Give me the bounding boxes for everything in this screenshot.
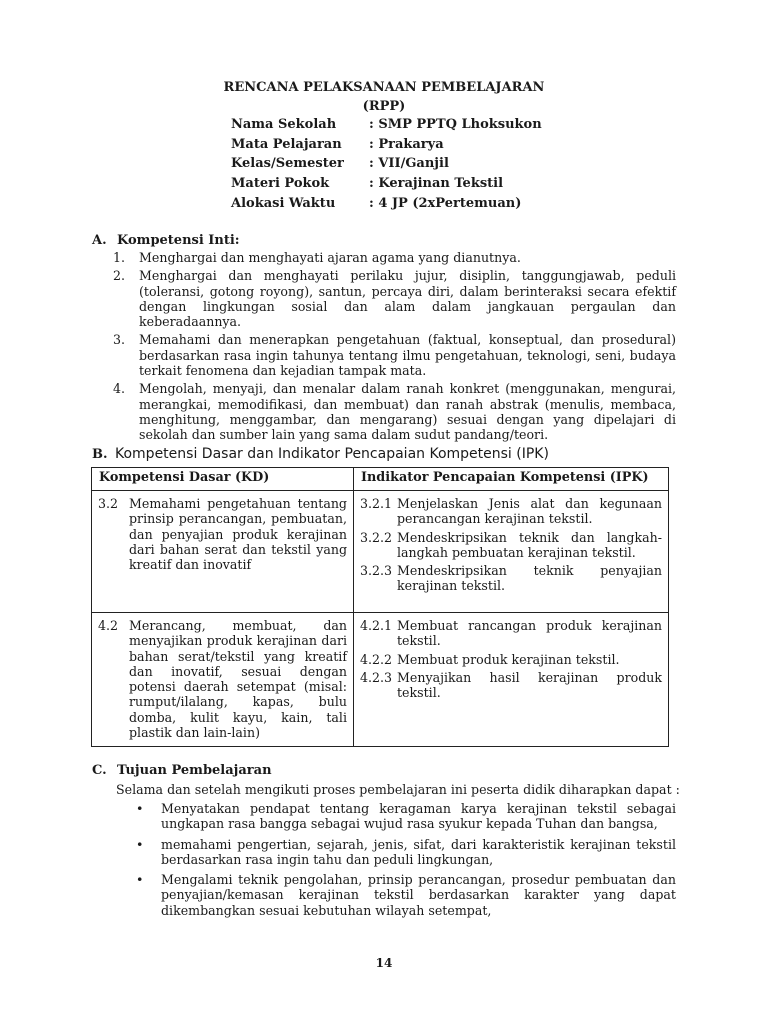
kd-cell <box>92 491 354 613</box>
document-meta <box>231 117 542 215</box>
meta-row-subject <box>231 137 542 157</box>
section-c-heading <box>92 763 272 778</box>
meta-value: : VII/Ganjil <box>369 156 449 172</box>
kompetensi-inti-list <box>113 250 676 446</box>
meta-label: Nama Sekolah <box>231 117 337 132</box>
ipk-text: Membuat produk kerajinan tekstil. <box>397 651 620 667</box>
list-item <box>136 801 676 832</box>
section-a-heading <box>92 233 240 248</box>
meta-value: : 4 JP (2xPertemuan) <box>369 195 522 211</box>
section-letter: A. <box>92 233 107 248</box>
kd-entry <box>98 496 347 572</box>
ipk-code: 4.2.3 <box>360 669 393 685</box>
list-item <box>113 250 676 265</box>
list-number: 1. <box>113 250 126 265</box>
ipk-text: Menjelaskan Jenis alat dan kegunaan perancangan kerajinan tekstil. <box>397 496 662 527</box>
meta-row-topic <box>231 176 542 196</box>
meta-label: Kelas/Semester <box>231 156 344 172</box>
section-letter: B. <box>92 447 108 462</box>
list-item <box>136 837 676 868</box>
section-b-heading <box>92 446 549 462</box>
list-item <box>113 381 676 442</box>
section-title: Kompetensi Dasar dan Indikator Pencapaian Kompetensi (IPK) <box>115 446 549 462</box>
meta-label: Mata Pelajaran <box>231 136 342 152</box>
tujuan-list <box>136 801 676 923</box>
page-number: 14 <box>375 956 393 970</box>
kd-text: Memahami pengetahuan tentang prinsip perancangan, pembuatan, dan penyajian produk kerajinan dari bahan serat dan tekstil yang kreatif dan inovatif <box>129 496 347 573</box>
ipk-text: Mendeskripsikan teknik dan langkah-langkah pembuatan kerajinan tekstil. <box>397 529 662 560</box>
bullet-icon: • <box>136 801 144 816</box>
list-text: Memahami dan menerapkan pengetahuan (faktual, konseptual, dan prosedural) berdasarkan rasa ingin tahunya tentang ilmu pengetahuan, teknologi, seni, budaya terkait fenomena dan kejadian tampak mata. <box>139 332 676 379</box>
ipk-text: Membuat rancangan produk kerajinan tekstil. <box>397 618 662 649</box>
list-number: 3. <box>113 332 126 348</box>
meta-label: Alokasi Waktu <box>231 195 336 211</box>
bullet-icon: • <box>136 872 144 888</box>
list-text: Menyatakan pendapat tentang keragaman karya kerajinan tekstil sebagai ungkapan rasa bangga sebagai wujud rasa syukur kepada Tuhan dan bangsa, <box>161 801 676 832</box>
ipk-text: Menyajikan hasil kerajinan produk tekstil. <box>397 669 662 701</box>
kd-code: 3.2 <box>98 496 119 511</box>
meta-row-class <box>231 156 542 176</box>
list-text: Menghargai dan menghayati perilaku jujur, disiplin, tanggungjawab, peduli (toleransi, gotong royong), santun, percaya diri, dalam berinteraksi secara efektif dengan lingkungan sosial dan alam dalam jangkauan pergaulan dan keberadaannya. <box>139 268 676 330</box>
table-header-kd: Kompetensi Dasar (KD) <box>92 468 354 491</box>
section-letter: C. <box>92 763 107 778</box>
ipk-code: 3.2.3 <box>360 563 393 579</box>
list-text: memahami pengertian, sejarah, jenis, sifat, dari karakteristik kerajinan tekstil berdasarkan rasa ingin tahu dan peduli lingkungan, <box>161 836 676 867</box>
bullet-icon: • <box>136 836 144 852</box>
list-text: Mengolah, menyaji, dan menalar dalam ranah konkret (menggunakan, mengurai, merangkai, memodifikasi, dan membuat) dan ranah abstrak (menulis, membaca, menghitung, menggambar, dan mengarang) sesuai dengan yang dipelajari di sekolah dan sumber lain yang sama dalam sudut pandang/teori. <box>139 381 676 443</box>
ipk-entry <box>360 496 662 527</box>
document-subtitle: (RPP) <box>362 99 406 114</box>
kd-text: Merancang, membuat, dan menyajikan produk kerajinan dari bahan serat/tekstil yang kreatif dan inovatif, sesuai dengan potensi daerah setempat (misal: rumput/ilalang, kapas, bulu domba, kulit kayu, kain, tali plastik dan lain-lain) <box>129 618 347 741</box>
kd-cell <box>92 613 354 747</box>
list-number: 2. <box>113 268 126 284</box>
section-c-intro: Selama dan setelah mengikuti proses pembelajaran ini peserta didik diharapkan dapat : <box>116 782 680 797</box>
ipk-code: 3.2.2 <box>360 529 393 545</box>
list-item <box>136 872 676 918</box>
list-item <box>113 332 676 378</box>
ipk-code: 4.2.1 <box>360 618 393 633</box>
list-text: Menghargai dan menghayati ajaran agama yang dianutnya. <box>139 250 521 265</box>
kd-entry <box>98 618 347 740</box>
meta-value: : Prakarya <box>369 136 444 152</box>
document-title: RENCANA PELAKSANAAN PEMBELAJARAN <box>223 80 545 95</box>
ipk-cell <box>354 613 669 747</box>
ipk-entry <box>360 618 662 649</box>
kd-ipk-table <box>91 467 669 747</box>
meta-label: Materi Pokok <box>231 176 330 192</box>
kd-code: 4.2 <box>98 618 119 633</box>
table-header-row <box>92 468 669 491</box>
meta-row-time <box>231 196 542 216</box>
table-header-ipk: Indikator Pencapaian Kompetensi (IPK) <box>354 468 669 491</box>
list-item <box>113 268 676 329</box>
list-text: Mengalami teknik pengolahan, prinsip perancangan, prosedur pembuatan dan penyajian/kemasan kerajinan tekstil berdasarkan karakter yang dapat dikembangkan sesuai kebutuhan wilayah setempat, <box>161 872 676 918</box>
ipk-code: 4.2.2 <box>360 651 393 667</box>
table-row <box>92 613 669 747</box>
section-title: Kompetensi Inti: <box>117 233 240 248</box>
list-number: 4. <box>113 381 126 397</box>
ipk-entry <box>360 530 662 561</box>
meta-value: : Kerajinan Tekstil <box>369 176 504 192</box>
ipk-entry <box>360 670 662 701</box>
ipk-entry <box>360 652 662 667</box>
ipk-entry <box>360 563 662 594</box>
meta-value: : SMP PPTQ Lhoksukon <box>369 117 542 132</box>
ipk-code: 3.2.1 <box>360 496 393 511</box>
section-title: Tujuan Pembelajaran <box>117 763 272 778</box>
meta-row-school <box>231 117 542 137</box>
table-row <box>92 491 669 613</box>
ipk-cell <box>354 491 669 613</box>
ipk-text: Mendeskripsikan teknik penyajian kerajinan tekstil. <box>397 563 662 594</box>
